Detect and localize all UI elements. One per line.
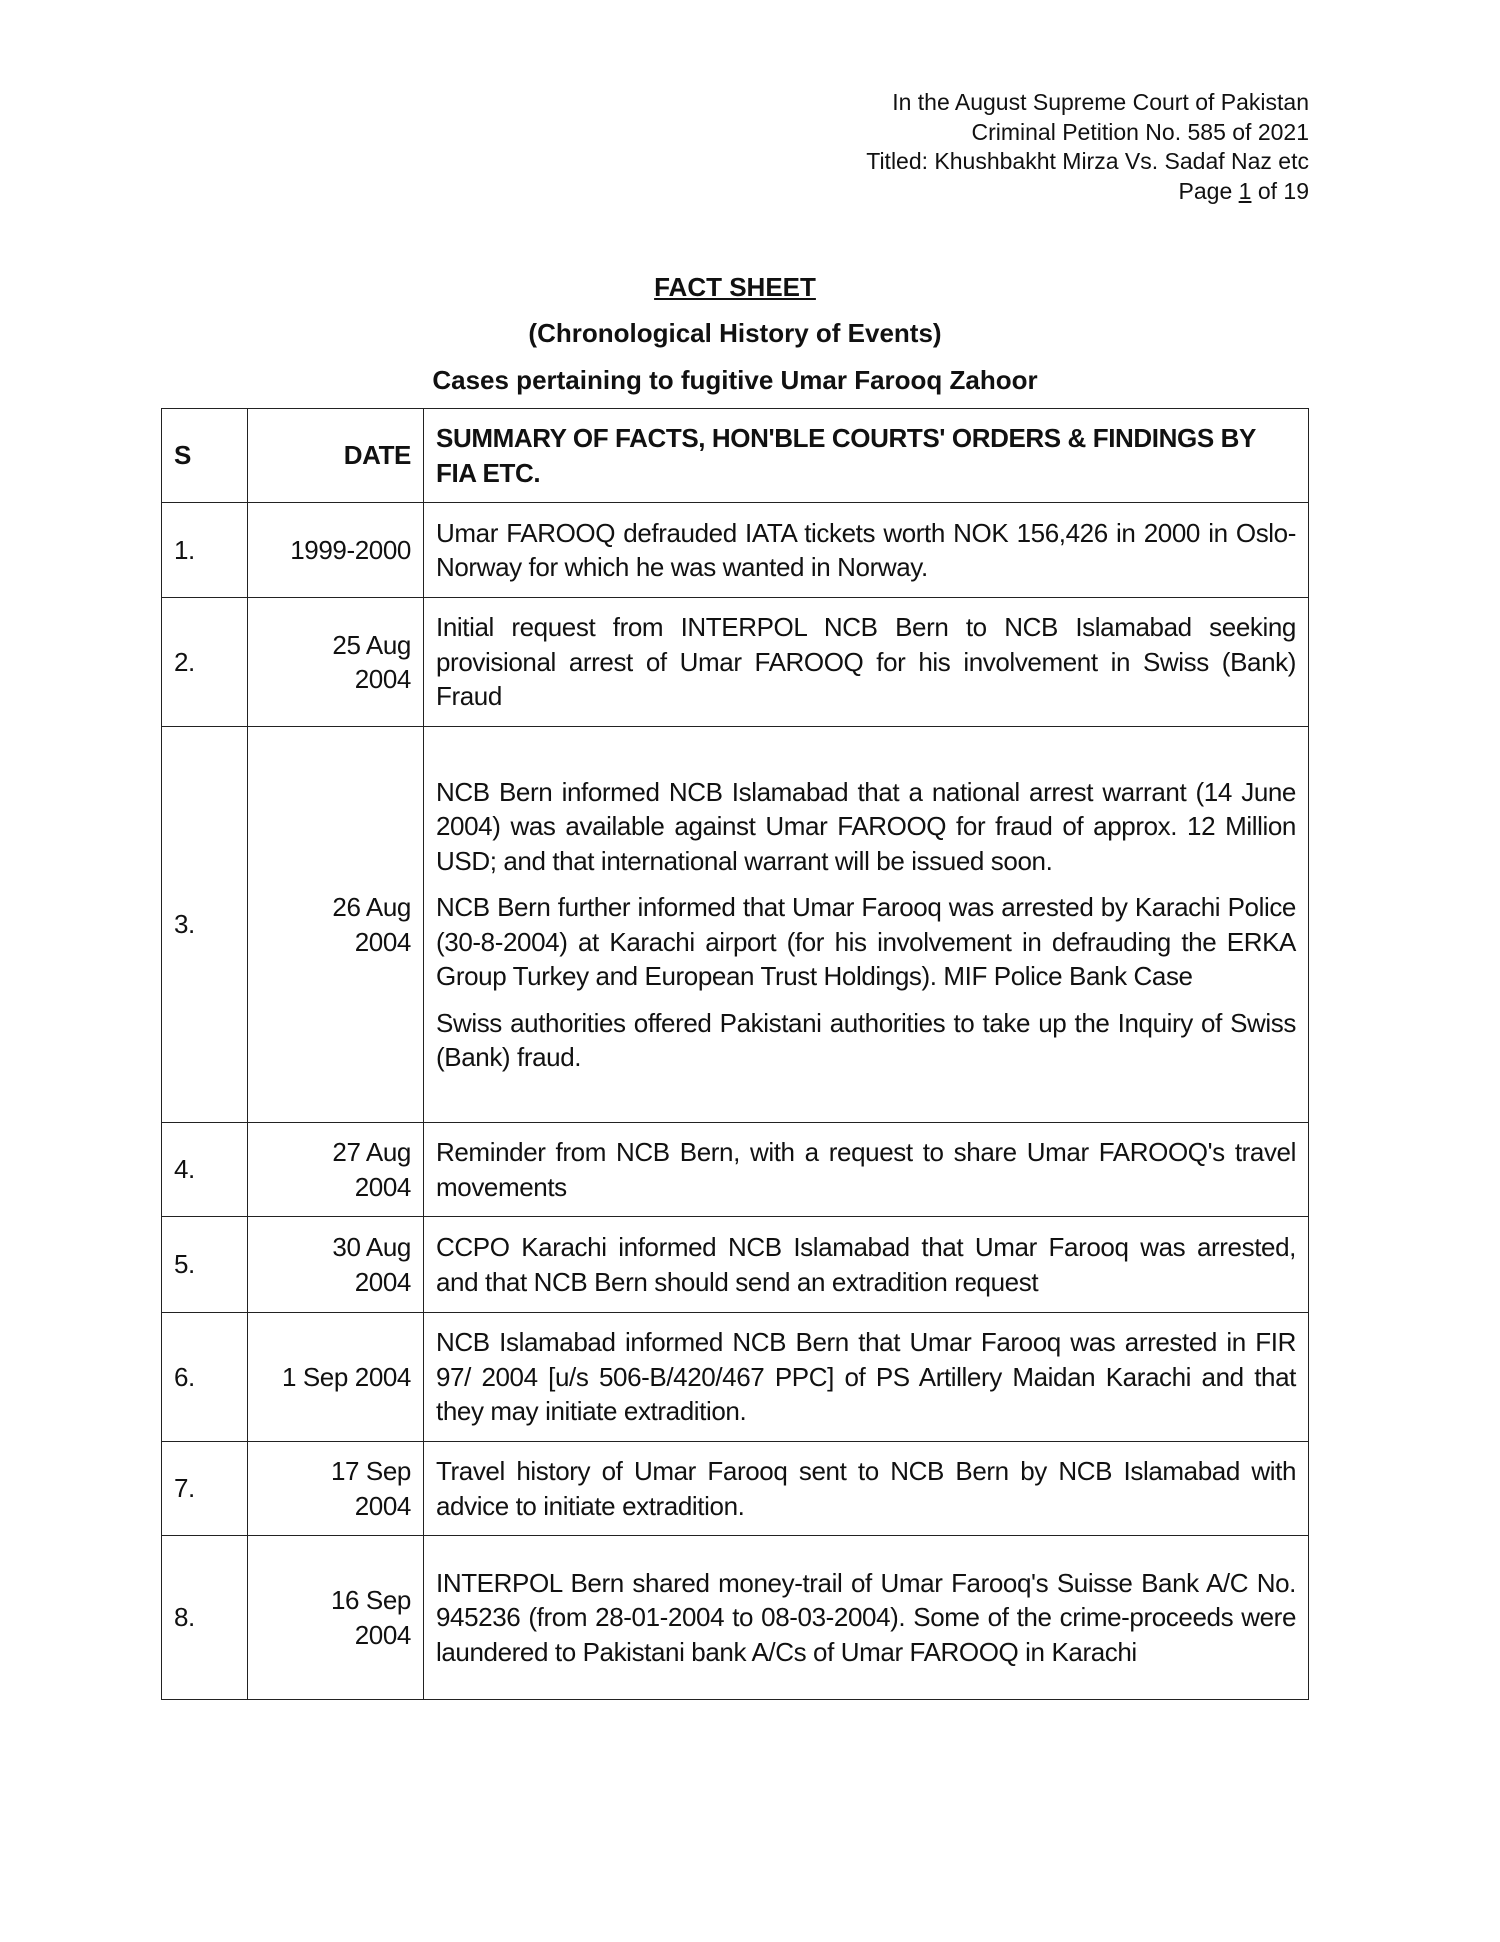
row-number: 2. xyxy=(162,598,248,727)
fact-sheet-table xyxy=(161,408,1309,1700)
row-number: 6. xyxy=(162,1313,248,1442)
table-row xyxy=(162,1123,1309,1217)
date-line: 2004 xyxy=(354,1619,411,1650)
row-summary xyxy=(424,503,1309,598)
date-line: 2004 xyxy=(354,1171,411,1202)
petition-number: Criminal Petition No. 585 of 2021 xyxy=(971,118,1309,145)
table-row xyxy=(162,1442,1309,1536)
table-header-row xyxy=(162,409,1309,503)
row-number: 8. xyxy=(162,1536,248,1700)
row-summary xyxy=(424,1442,1309,1536)
row-summary xyxy=(424,1123,1309,1217)
row-number: 7. xyxy=(162,1442,248,1536)
document-subject: Cases pertaining to fugitive Umar Farooq Zahoor xyxy=(432,365,1038,395)
column-header-summary: SUMMARY OF FACTS, HON'BLE COURTS' ORDERS & FINDINGS BY FIA ETC. xyxy=(424,409,1309,503)
table-row xyxy=(162,727,1309,1123)
date-line: 26 Aug xyxy=(332,892,411,922)
date-line: 2004 xyxy=(354,1490,411,1521)
page-suffix: of 19 xyxy=(1251,177,1309,204)
summary-paragraph: Swiss authorities offered Pakistani authorities to take up the Inquiry of Swiss (Bank) fraud. xyxy=(436,1007,1296,1072)
date-line: 17 Sep xyxy=(330,1456,411,1486)
row-summary xyxy=(424,727,1309,1123)
row-date xyxy=(248,598,424,727)
column-header-s: S xyxy=(162,409,248,503)
case-title: Titled: Khushbakht Mirza Vs. Sadaf Naz etc xyxy=(866,148,1309,174)
summary-paragraph: Umar FAROOQ defrauded IATA tickets worth NOK 156,426 in 2000 in Oslo-Norway for which he was wanted in Norway. xyxy=(436,517,1296,582)
row-summary xyxy=(424,1313,1309,1442)
document-subtitle: (Chronological History of Events) xyxy=(528,318,942,348)
summary-paragraph: INTERPOL Bern shared money-trail of Umar Farooq's Suisse Bank A/C No. 945236 (from 28-01-2004 to 08-03-2004). Some of the crime-proceeds were laundered to Pakistani bank A/Cs of Umar FAROOQ in Karachi xyxy=(436,1567,1296,1667)
table-row xyxy=(162,598,1309,727)
row-summary xyxy=(424,1217,1309,1313)
row-number: 1. xyxy=(162,503,248,598)
page-indicator xyxy=(866,177,1309,207)
row-date xyxy=(248,1313,424,1442)
date-line: 30 Aug xyxy=(332,1232,411,1262)
table-row xyxy=(162,1217,1309,1313)
table-row xyxy=(162,503,1309,598)
date-line: 1 Sep 2004 xyxy=(281,1361,411,1392)
row-date xyxy=(248,1536,424,1700)
row-date xyxy=(248,727,424,1123)
date-line: 2004 xyxy=(354,664,411,694)
date-line: 27 Aug xyxy=(332,1137,411,1167)
summary-paragraph: Initial request from INTERPOL NCB Bern to NCB Islamabad seeking provisional arrest of Umar FAROOQ for his involvement in Swiss (Bank) Fraud xyxy=(436,612,1296,712)
date-line: 2004 xyxy=(354,1266,411,1297)
row-date xyxy=(248,1217,424,1313)
summary-paragraph: NCB Bern informed NCB Islamabad that a national arrest warrant (14 June 2004) was available against Umar FAROOQ for fraud of approx. 12 Million USD; and that international warrant will be issued soon. xyxy=(436,776,1296,876)
table-row xyxy=(162,1536,1309,1700)
row-date xyxy=(248,1442,424,1536)
summary-paragraph: Travel history of Umar Farooq sent to NCB Bern by NCB Islamabad with advice to initiate extradition. xyxy=(436,1456,1296,1521)
row-summary xyxy=(424,598,1309,727)
summary-paragraph: Reminder from NCB Bern, with a request to share Umar FAROOQ's travel movements xyxy=(436,1137,1296,1202)
row-date xyxy=(248,1123,424,1217)
date-line: 2004 xyxy=(354,926,411,957)
row-summary xyxy=(424,1536,1309,1700)
document-title: FACT SHEET xyxy=(654,272,816,302)
column-header-date: DATE xyxy=(248,409,424,503)
case-header xyxy=(866,88,1309,206)
table-row xyxy=(162,1313,1309,1442)
row-date xyxy=(248,503,424,598)
page-number: 1 xyxy=(1238,177,1252,204)
date-line: 25 Aug xyxy=(332,629,411,660)
summary-paragraph: CCPO Karachi informed NCB Islamabad that Umar Farooq was arrested, and that NCB Bern should send an extradition request xyxy=(436,1232,1296,1297)
row-number: 4. xyxy=(162,1123,248,1217)
page-prefix: Page xyxy=(1178,177,1239,204)
row-number: 5. xyxy=(162,1217,248,1313)
summary-paragraph: NCB Islamabad informed NCB Bern that Umar Farooq was arrested in FIR 97/ 2004 [u/s 506-B/420/467 PPC] of PS Artillery Maidan Karachi and that they may initiate extradition. xyxy=(436,1327,1296,1427)
date-line: 16 Sep xyxy=(330,1585,411,1615)
date-line: 1999-2000 xyxy=(290,534,411,565)
summary-paragraph: NCB Bern further informed that Umar Farooq was arrested by Karachi Police (30-8-2004) at Karachi airport (for his involvement in defrauding the ERKA Group Turkey and European Trust Holdings). MIF Police Bank Case xyxy=(436,892,1296,991)
row-number: 3. xyxy=(162,727,248,1123)
court-name: In the August Supreme Court of Pakistan xyxy=(892,89,1309,115)
